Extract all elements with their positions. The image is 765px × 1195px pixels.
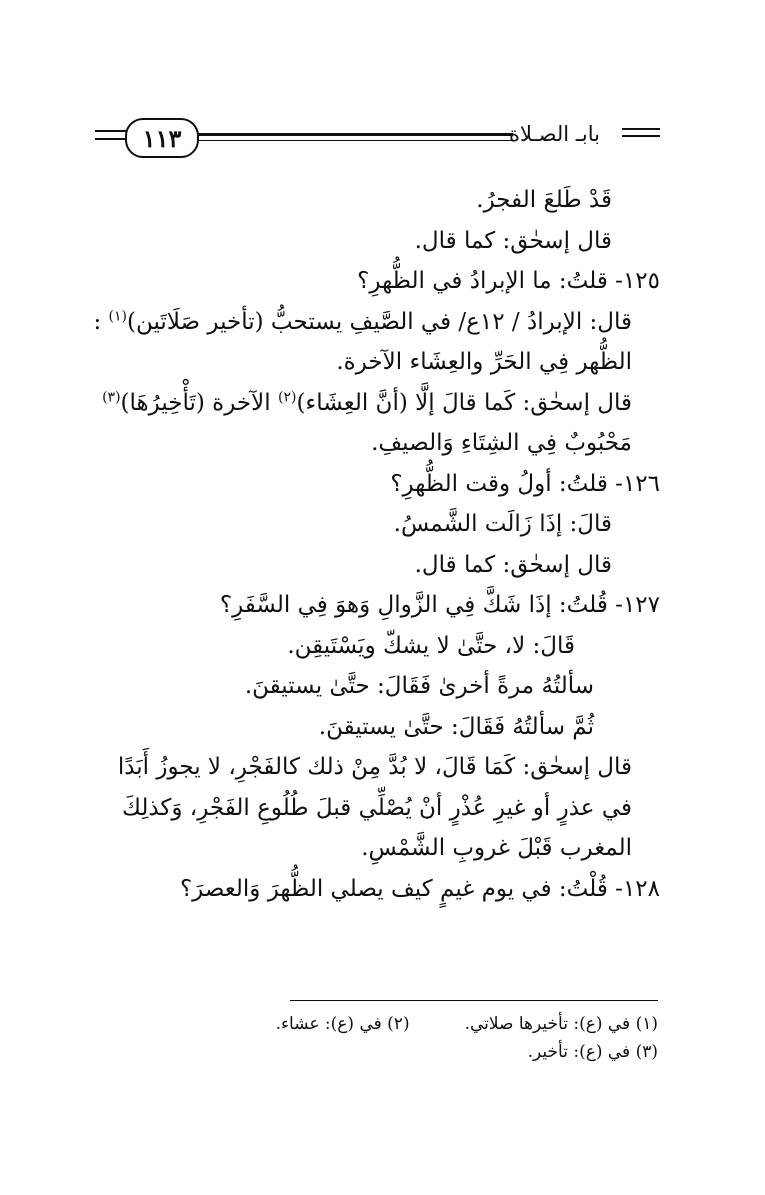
text-line: قال إسحٰق: كَما قالَ إلَّا (أنَّ العِشَاء)$^{(٢)}$ الآخرة (تَأْخِيرُهَا)$^{(٣)}$ — [102, 388, 632, 416]
page-number: ١١٣ — [142, 123, 182, 153]
text-line: سألتُهُ مرةً أخرىٰ فَقَالَ: حتَّىٰ يستيقنَ. — [244, 673, 594, 699]
text-line: قَالَ: لا، حتَّىٰ لا يشكّ ويَسْتَيقِن. — [287, 632, 575, 659]
header-rule-left — [95, 138, 127, 140]
text-line: قالَ: إذَا زَالَت الشَّمسُ. — [393, 511, 612, 537]
page-number-badge — [125, 118, 199, 158]
header-rule-thin — [195, 140, 513, 141]
footnotes — [150, 1010, 658, 1066]
chapter-title: بابـ الصـلاة — [508, 122, 600, 146]
footnote-marker-3: (٣) — [102, 388, 121, 405]
footnote-separator — [290, 1000, 658, 1001]
footnote-marker-2: (٢) — [277, 388, 297, 405]
footnote-1: (١) في (ع): تأخيرها صلاتي. — [464, 1014, 658, 1034]
question-125: ١٢٥- قلتُ: ما الإبرادُ في الظُّهرِ؟ — [357, 268, 660, 294]
text-line: قال إسحٰق: كما قال. — [414, 551, 612, 578]
text-line: قال إسحٰق: كَمَا قَالَ، لا بُدَّ مِنْ ذلك كالفَجْرِ، لا يجوزُ أَبَدًا — [117, 754, 632, 780]
running-header — [95, 118, 660, 162]
chapter-ornament-icon — [622, 128, 660, 144]
footnote-2: (٢) في (ع): عشاء. — [275, 1014, 410, 1034]
text-line: قَدْ طَلعَ الفجرُ. — [476, 187, 612, 213]
text-line: مَحْبُوبٌ فِي الشِتَاءِ وَالصيفِ. — [371, 430, 632, 456]
footnote-marker-1: (١) — [108, 307, 127, 324]
text-line: ثُمَّ سألتُهُ فَقَالَ: حتَّىٰ يستيقنَ. — [318, 713, 594, 740]
text-line: قال إسحٰق: كما قال. — [414, 227, 612, 254]
text-line: في عذرٍ أو غيرِ عُذْرٍ أنْ يُصْلِّي قبلَ طُلُوعِ الفَجْرِ، وَكذلِكَ — [121, 794, 632, 821]
header-rule-left — [95, 130, 127, 132]
question-126: ١٢٦- قلتُ: أولُ وقت الظُّهرِ؟ — [390, 470, 660, 497]
question-127: ١٢٧- قُلتُ: إذَا شَكَّ فِي الزَّوالِ وَهوَ فِي السَّفَرِ؟ — [219, 592, 660, 618]
footnote-3: (٣) في (ع): تأخير. — [527, 1042, 658, 1062]
header-rule-thick — [195, 133, 513, 136]
text-line: المغرب قَبْلَ غروبِ الشَّمْسِ. — [361, 835, 632, 861]
text-line: قال: الإبرادُ / ١٢ع/ في الصَّيفِ يستحبُّ (تأخير صَلَاتَين)$^{(١)}$ : — [93, 307, 632, 335]
question-128: ١٢٨- قُلْتُ: في يوم غيمٍ كيف يصلي الظُّهرَ وَالعصرَ؟ — [179, 875, 660, 902]
footnote-row — [150, 1038, 658, 1066]
text-line: الظُّهر فِي الحَرِّ والعِشَاء الآخرة. — [336, 349, 632, 375]
main-text — [95, 180, 660, 909]
footnote-row — [150, 1010, 658, 1038]
